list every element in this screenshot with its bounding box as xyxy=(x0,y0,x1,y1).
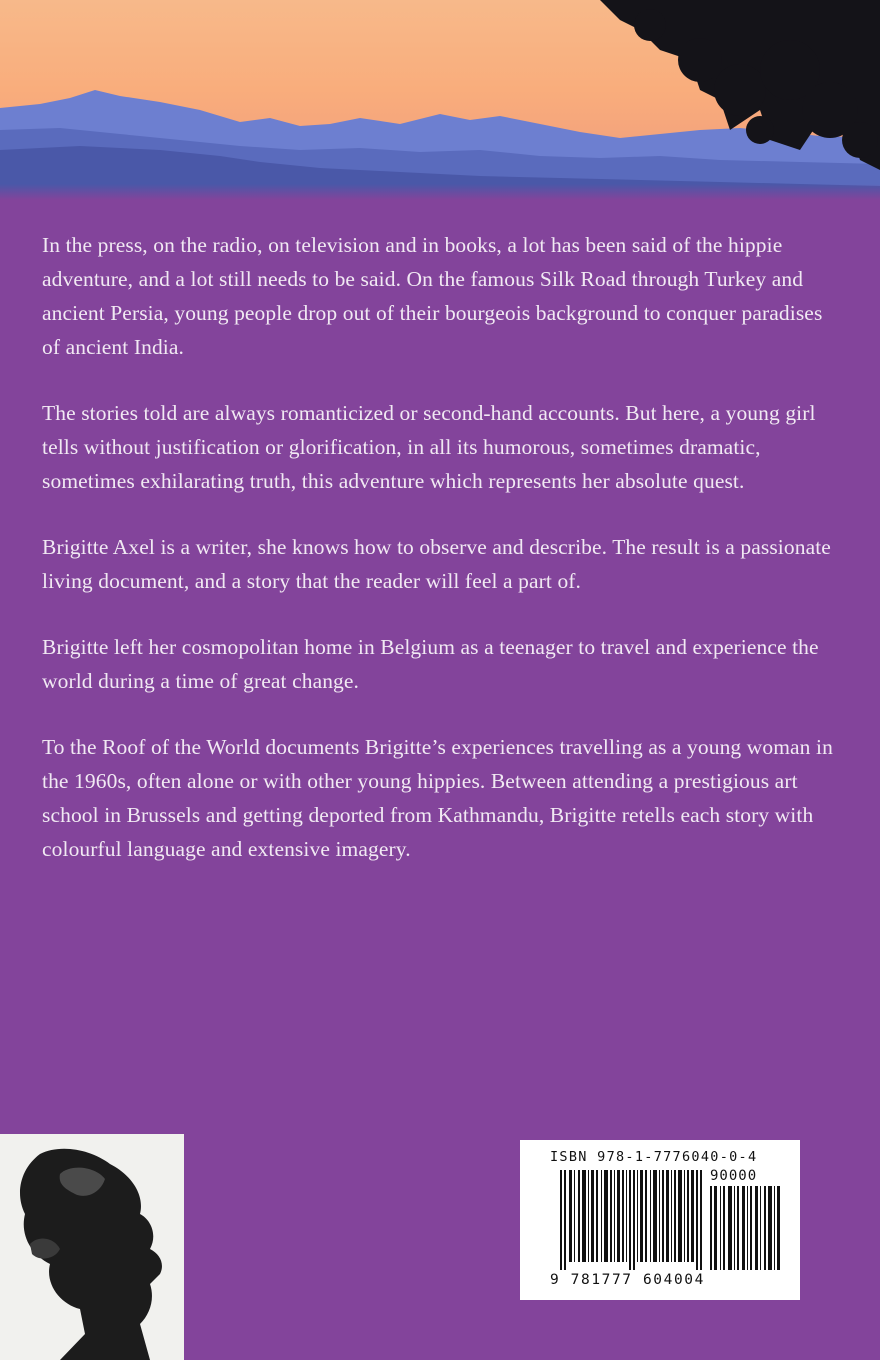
isbn-label: ISBN 978-1-7776040-0-4 xyxy=(550,1149,758,1165)
blurb-paragraph: Brigitte Axel is a writer, she knows how to observe and describe. The result is a passionate living document, and a story that the reader will feel a part of. xyxy=(42,535,831,593)
blurb-paragraph: In the press, on the radio, on television and in books, a lot has been said of the hippie adventure, and a lot still needs to be said. On the famous Silk Road through Turkey and ancient Persia, young people drop out of their bourgeois background to conquer paradises of ancient India. xyxy=(42,233,823,359)
isbn-barcode xyxy=(520,1140,800,1300)
blurb-paragraph: To the Roof of the World documents Brigitte’s experiences travelling as a young woman in the 1960s, often alone or with other young hippies. Between attending a prestigious art school in Brussels and getting deported from Kathmandu, Brigitte retells each story with colourful language and extensive imagery. xyxy=(42,735,833,861)
ean-number: 9 781777 604004 xyxy=(550,1272,705,1288)
author-silhouette-photo xyxy=(0,1134,184,1360)
back-cover-blurb xyxy=(42,228,842,898)
sunset-mountain-photo xyxy=(0,0,880,200)
blurb-paragraph: Brigitte left her cosmopolitan home in Belgium as a teenager to travel and experience the world during a time of great change. xyxy=(42,635,819,693)
blurb-paragraph: The stories told are always romanticized or second-hand accounts. But here, a young girl tells without justification or glorification, in all its humorous, sometimes dramatic, sometimes exhilarating truth, this adventure which represents her absolute quest. xyxy=(42,401,816,493)
price-code: 90000 xyxy=(710,1168,758,1184)
barcode-addon-bars xyxy=(710,1186,782,1270)
barcode-bars xyxy=(560,1170,705,1270)
